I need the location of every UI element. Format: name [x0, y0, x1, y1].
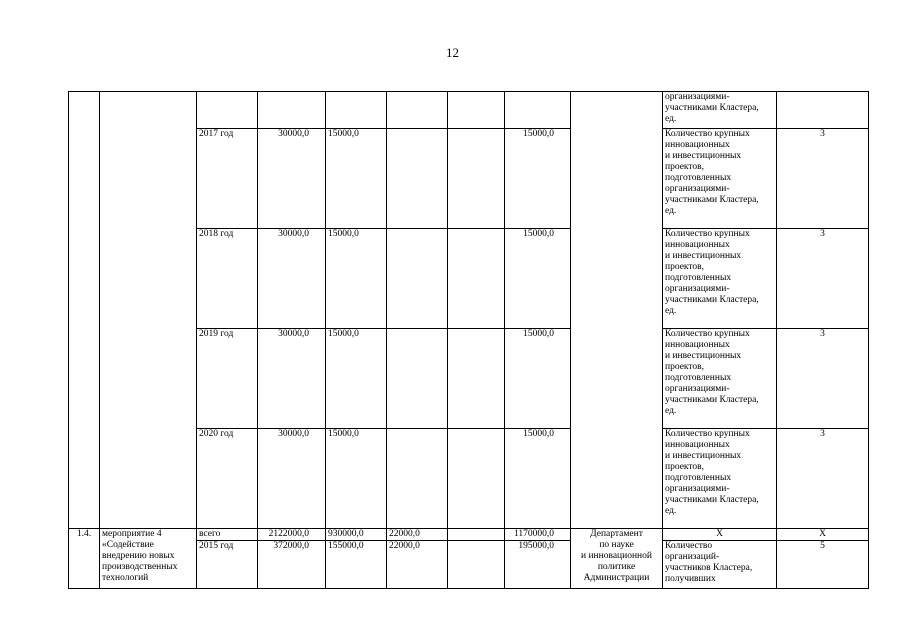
cell [448, 229, 505, 329]
table-row-total [69, 529, 869, 541]
indicator-cell: Количество крупных инновационных и инвестиционных проектов, подготовленных организациями- участниками Кластера, ед. [663, 329, 777, 429]
source4-cell: 15000,0 [505, 429, 571, 529]
value-cell: Х [777, 529, 869, 541]
cell [387, 229, 448, 329]
cell [448, 92, 505, 129]
cell [448, 541, 505, 589]
cell [387, 92, 448, 129]
source1-cell: 15000,0 [326, 129, 387, 229]
source1-cell: 930000,0 [326, 529, 387, 541]
value-cell: 3 [777, 329, 869, 429]
cell [448, 329, 505, 429]
cell [777, 92, 869, 129]
indicator-cell: Количество крупных инновационных и инвестиционных проектов, подготовленных организациями- участниками Кластера, ед. [663, 429, 777, 529]
cell [505, 92, 571, 129]
cell-executor-empty [571, 92, 663, 529]
value-cell: 5 [777, 541, 869, 589]
source4-cell: 195000,0 [505, 541, 571, 589]
cell [387, 329, 448, 429]
source4-cell: 15000,0 [505, 129, 571, 229]
source1-cell: 15000,0 [326, 429, 387, 529]
value-cell: 3 [777, 229, 869, 329]
item-number: 1.4. [69, 529, 100, 589]
year-cell: 2019 год [197, 329, 258, 429]
total-cell: 30000,0 [258, 129, 326, 229]
source2-cell: 22000,0 [387, 541, 448, 589]
executor-cell: Департамент по науке и инновационной политике Администрации [571, 529, 663, 589]
total-cell: 30000,0 [258, 229, 326, 329]
year-cell: 2020 год [197, 429, 258, 529]
cell [448, 129, 505, 229]
source2-cell: 22000,0 [387, 529, 448, 541]
source1-cell: 155000,0 [326, 541, 387, 589]
cell [448, 429, 505, 529]
indicator-cell: Количество крупных инновационных и инвестиционных проектов, подготовленных организациями- участниками Кластера, ед. [663, 229, 777, 329]
indicator-cell: Х [663, 529, 777, 541]
source1-cell: 15000,0 [326, 329, 387, 429]
cell [326, 92, 387, 129]
total-cell: 30000,0 [258, 429, 326, 529]
value-cell: 3 [777, 129, 869, 229]
year-cell: 2015 год [197, 541, 258, 589]
total-cell: 30000,0 [258, 329, 326, 429]
cell-number-empty [69, 92, 100, 529]
indicator-cell: Количество организаций- участников Кластера, получивших [663, 541, 777, 589]
source4-cell: 15000,0 [505, 229, 571, 329]
source4-cell: 1170000,0 [505, 529, 571, 541]
cell [258, 92, 326, 129]
item-name: мероприятие 4 «Содействие внедрению новых производственных технологий [100, 529, 197, 589]
year-cell: 2017 год [197, 129, 258, 229]
source1-cell: 15000,0 [326, 229, 387, 329]
year-cell: всего [197, 529, 258, 541]
value-cell: 3 [777, 429, 869, 529]
cell [387, 129, 448, 229]
source4-cell: 15000,0 [505, 329, 571, 429]
cell [197, 92, 258, 129]
cell [448, 529, 505, 541]
year-cell: 2018 год [197, 229, 258, 329]
page-number: 12 [446, 45, 459, 60]
indicator-cell: Количество крупных инновационных и инвестиционных проектов, подготовленных организациями- участниками Кластера, ед. [663, 129, 777, 229]
cell-name-empty [100, 92, 197, 529]
program-table [68, 91, 869, 589]
indicator-cell: организациями- участниками Кластера, ед. [663, 92, 777, 129]
total-cell: 2122000,0 [258, 529, 326, 541]
cell [387, 429, 448, 529]
table-row-continuation [69, 92, 869, 129]
total-cell: 372000,0 [258, 541, 326, 589]
